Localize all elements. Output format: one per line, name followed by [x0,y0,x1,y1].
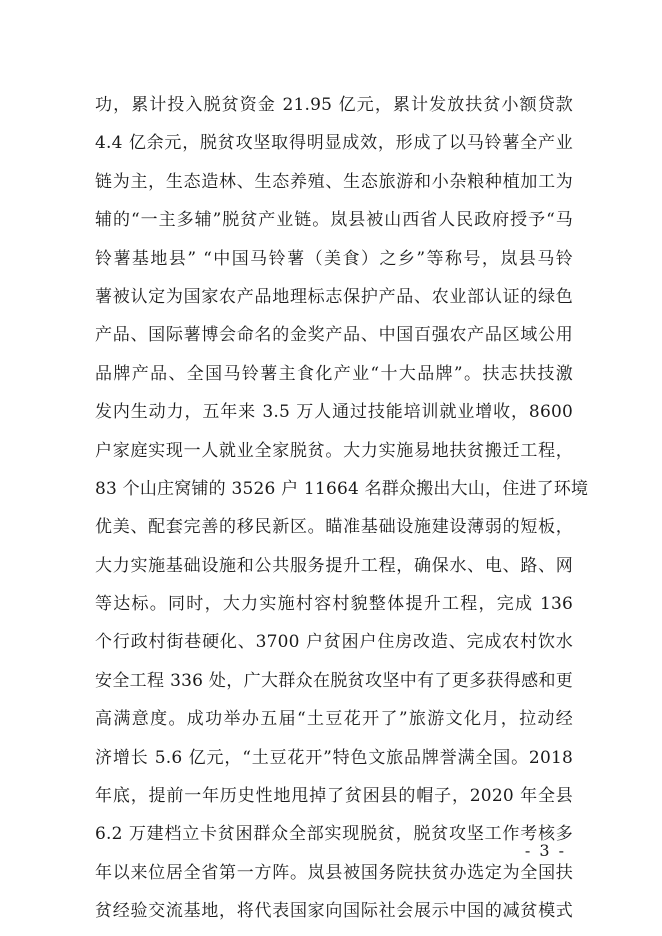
body-text [95,86,589,931]
text-line: 安全工程 336 处，广大群众在脱贫攻坚中有了更多获得感和更 [95,670,573,691]
text-line: 品牌产品、全国马铃薯主食化产业“十大品牌”。扶志扶技激 [95,363,573,384]
text-line: 辅的“一主多辅”脱贫产业链。岚县被山西省人民政府授予“马 [95,210,573,231]
text-line: 高满意度。成功举办五届“土豆花开了”旅游文化月，拉动经 [95,709,573,730]
text-line: 4.4 亿余元，脱贫攻坚取得明显成效，形成了以马铃薯全产业 [95,133,573,154]
text-line: 优美、配套完善的移民新区。瞄准基础设施建设薄弱的短板， [95,517,573,538]
text-line: 户家庭实现一人就业全家脱贫。大力实施易地扶贫搬迁工程， [95,440,573,461]
text-line: 产品、国际薯博会命名的金奖产品、中国百强农产品区域公用 [95,325,573,346]
text-line: 发内生动力，五年来 3.5 万人通过技能培训就业增收，8600 [95,402,573,423]
text-line: 链为主，生态造林、生态养殖、生态旅游和小杂粮种植加工为 [95,171,573,192]
text-line: 济增长 5.6 亿元，“土豆花开”特色文旅品牌誉满全国。2018 [95,747,573,768]
text-line: 等达标。同时，大力实施村容村貌整体提升工程，完成 136 [95,594,573,615]
text-line: 个行政村街巷硬化、3700 户贫困户住房改造、完成农村饮水 [95,632,573,653]
text-line: 薯被认定为国家农产品地理标志保护产品、农业部认证的绿色 [95,286,573,307]
text-line: 贫经验交流基地，将代表国家向国际社会展示中国的减贫模式 [95,901,573,922]
text-line: 年以来位居全省第一方阵。岚县被国务院扶贫办选定为全国扶 [95,862,573,883]
page-number: - 3 - [524,841,566,860]
text-line: 6.2 万建档立卡贫困群众全部实现脱贫，脱贫攻坚工作考核多 [95,824,573,845]
text-line: 年底，提前一年历史性地甩掉了贫困县的帽子，2020 年全县 [95,786,573,807]
text-line: 大力实施基础设施和公共服务提升工程，确保水、电、路、网 [95,555,573,576]
text-line: 83 个山庄窝铺的 3526 户 11664 名群众搬出大山，住进了环境 [95,478,589,499]
text-line: 功，累计投入脱贫资金 21.95 亿元，累计发放扶贫小额贷款 [95,95,573,115]
text-line: 铃薯基地县” “中国马铃薯（美食）之乡”等称号，岚县马铃 [95,248,573,269]
